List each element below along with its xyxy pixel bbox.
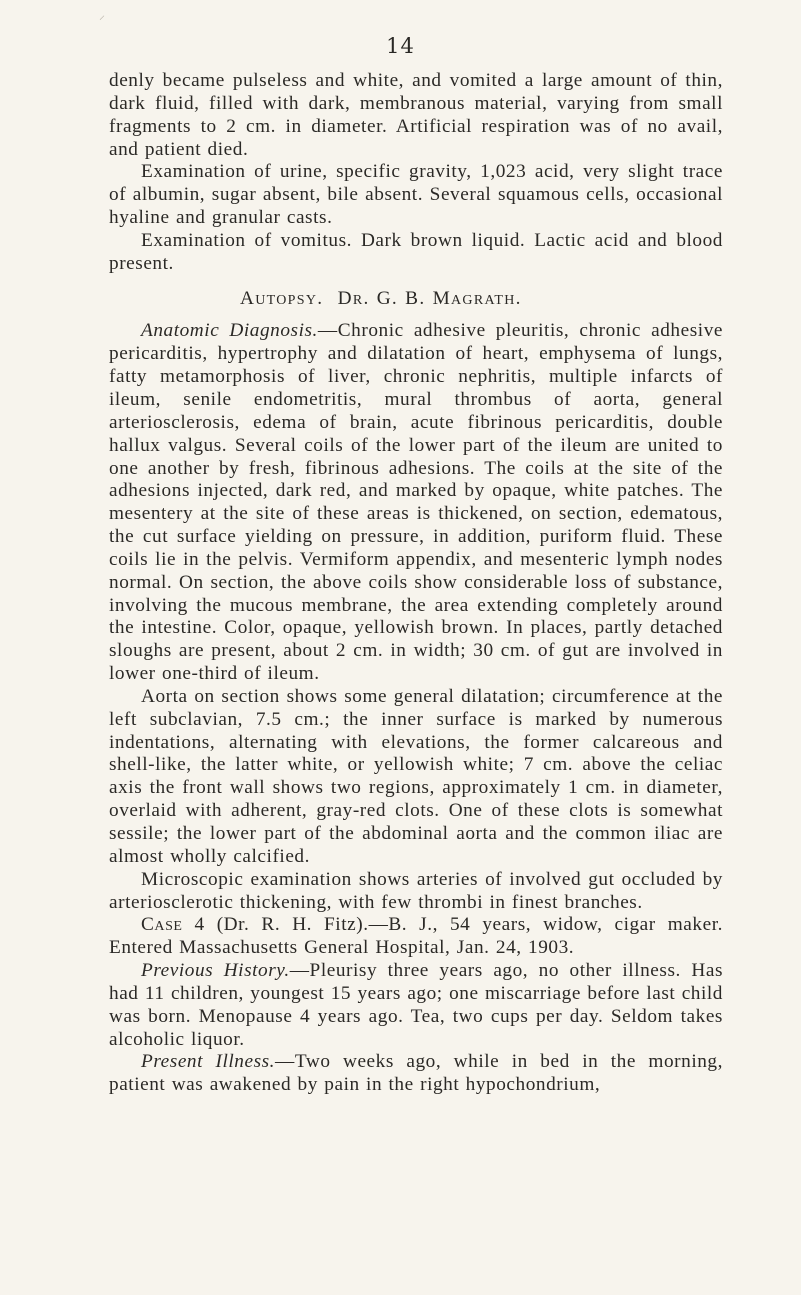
paragraph-case [109, 914, 723, 960]
autopsy-doctor: Dr. G. B. Magrath. [337, 287, 522, 309]
body-text [109, 70, 723, 1097]
anatomic-diagnosis-text: —Chronic adhesive pleuritis, chronic adhesive pericarditis, hypertrophy and dilatation of heart, emphysema of lungs, fatty metamorphosis of liver, chronic nephritis, multiple infarcts of ileum, senile endometritis, mural thrombus of aorta, general arteriosclerosis, edema of brain, acute fibrinous pericarditis, double hallux valgus. Several coils of the lower part of the ileum are united to one another by fresh, fibrinous adhesions. The coils at the site of the adhesions injected, dark red, and marked by opaque, white patches. The mesentery at the site of these areas is thickened, on section, edematous, the cut surface yielding on pressure, in addition, puriform fluid. These coils lie in the pelvis. Vermiform appendix, and mesenteric lymph nodes normal. On section, the above coils show considerable loss of substance, involving the mucous membrane, the area extending completely around the intestine. Color, opaque, yellowish brown. In places, partly detached sloughs are present, about 2 cm. in width; 30 cm. of gut are involved in lower one-third of ileum. [109, 320, 723, 685]
previous-history-text: —Pleurisy three years ago, no other illness. Has had 11 children, youngest 15 years ago; one miscarriage before last child was born. Menopause 4 years ago. Tea, two cups per day. Seldom takes alcoholic liquor. [109, 960, 724, 1050]
paragraph-vomitus-exam: Examination of vomitus. Dark brown liquid. Lactic acid and blood present. [109, 229, 723, 274]
case-text: 4 (Dr. R. H. Fitz).—B. J., 54 years, widow, cigar maker. Entered Massachusetts General Hospital, Jan. 24, 1903. [109, 914, 723, 959]
paragraph-previous-history [109, 960, 723, 1051]
stray-mark: ⸝ [99, 8, 106, 22]
paragraph-anatomic-diagnosis [109, 320, 723, 686]
paragraph-urine-exam: Examination of urine, specific gravity, 1,023 acid, very slight trace of albumin, sugar absent, bile absent. Several squamous cells, occasional hyaline and granular casts. [109, 161, 723, 229]
anatomic-diagnosis-label: Anatomic Diagnosis. [141, 320, 318, 342]
autopsy-label: Autopsy. [240, 287, 324, 309]
paragraph-present-illness [109, 1051, 723, 1097]
page-number: 14 [386, 34, 415, 58]
paragraph-microscopic: Microscopic examination shows arteries of involved gut occluded by arteriosclerotic thickening, with few thrombi in finest branches. [109, 868, 723, 913]
case-label: Case [141, 914, 183, 936]
present-illness-text: —Two weeks ago, while in bed in the morning, patient was awakened by pain in the right hypochondrium, [109, 1051, 723, 1096]
paragraph-continuation: denly became pulseless and white, and vomited a large amount of thin, dark fluid, filled with dark, membranous material, varying from small fragments to 2 cm. in diameter. Artificial respiration was of no avail, and patient died. [109, 70, 723, 160]
paragraph-aorta: Aorta on section shows some general dilatation; circumference at the left subclavian, 7.5 cm.; the inner surface is marked by numerous indentations, alternating with elevations, the former calcareous and shell-like, the latter white, or yellowish white; 7 cm. above the celiac axis the front wall shows two regions, approximately 1 cm. in diameter, overlaid with adherent, gray-red clots. One of these clots is somewhat sessile; the lower part of the abdominal aorta and the common iliac are almost wholly calcified. [109, 685, 723, 867]
present-illness-label: Present Illness. [141, 1051, 276, 1073]
autopsy-heading [109, 288, 723, 311]
previous-history-label: Previous History. [141, 960, 290, 982]
